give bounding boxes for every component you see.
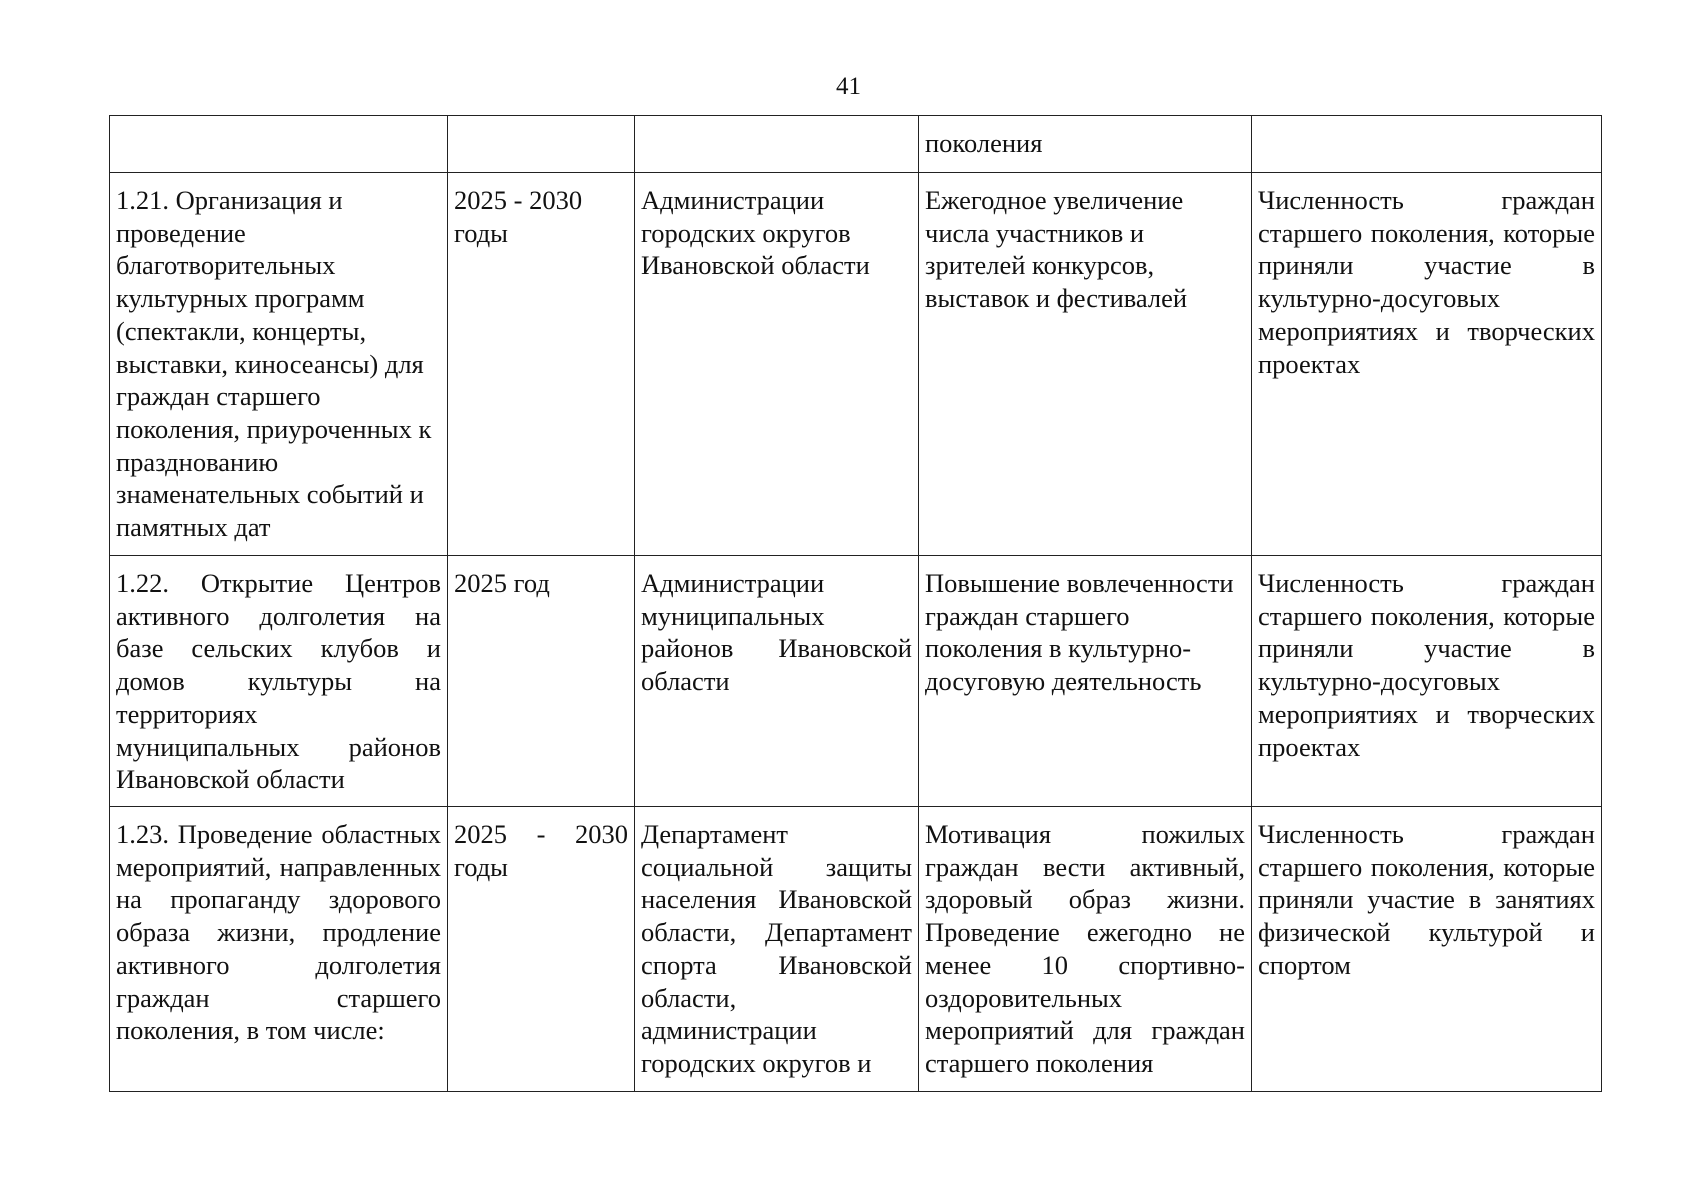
indicator-cell: Численность граждан старшего поколения, которые приняли участие в культурно-досуговых мероприятиях и творческих проектах <box>1252 556 1602 807</box>
expected-result-cell: Повышение вовлеченности граждан старшего поколения в культурно-досуговую деятельность <box>919 556 1252 807</box>
period-cell: 2025 - 2030 годы <box>448 173 635 556</box>
indicator-cell <box>1252 116 1602 173</box>
activity-cell <box>110 116 448 173</box>
period-cell: 2025 - 2030 годы <box>448 807 635 1092</box>
activity-cell: 1.23. Проведение областных мероприятий, направленных на пропаганду здорового образа жизни, продление активного долголетия граждан старшего поколения, в том числе: <box>110 807 448 1092</box>
executor-cell: Администрации муниципальных районов Ивановской области <box>635 556 919 807</box>
indicator-cell: Численность граждан старшего поколения, которые приняли участие в занятиях физической культурой и спортом <box>1252 807 1602 1092</box>
period-cell <box>448 116 635 173</box>
executor-cell: Администрации городских округов Ивановской области <box>635 173 919 556</box>
table-row <box>110 556 1602 807</box>
table-row <box>110 173 1602 556</box>
indicator-cell: Численность граждан старшего поколения, которые приняли участие в культурно-досуговых мероприятиях и творческих проектах <box>1252 173 1602 556</box>
expected-result-cell: Ежегодное увеличение числа участников и зрителей конкурсов, выставок и фестивалей <box>919 173 1252 556</box>
period-cell: 2025 год <box>448 556 635 807</box>
activity-cell: 1.21. Организация и проведение благотворительных культурных программ (спектакли, концерты, выставки, киносеансы) для граждан старшего поколения, приуроченных к празднованию знаменательных событий и памятных дат <box>110 173 448 556</box>
executor-cell: Департамент социальной защиты населения Ивановской области, Департамент спорта Ивановской области, администрации городских округов и <box>635 807 919 1092</box>
expected-result-cell: Мотивация пожилых граждан вести активный, здоровый образ жизни. Проведение ежегодно не менее 10 спортивно-оздоровительных мероприятий для граждан старшего поколения <box>919 807 1252 1092</box>
expected-result-cell: поколения <box>919 116 1252 173</box>
table-row-continuation <box>110 116 1602 173</box>
activity-cell: 1.22. Открытие Центров активного долголетия на базе сельских клубов и домов культуры на территориях муниципальных районов Ивановской области <box>110 556 448 807</box>
executor-cell <box>635 116 919 173</box>
activities-table <box>109 115 1602 1092</box>
page-number: 41 <box>836 73 861 100</box>
table-row <box>110 807 1602 1092</box>
